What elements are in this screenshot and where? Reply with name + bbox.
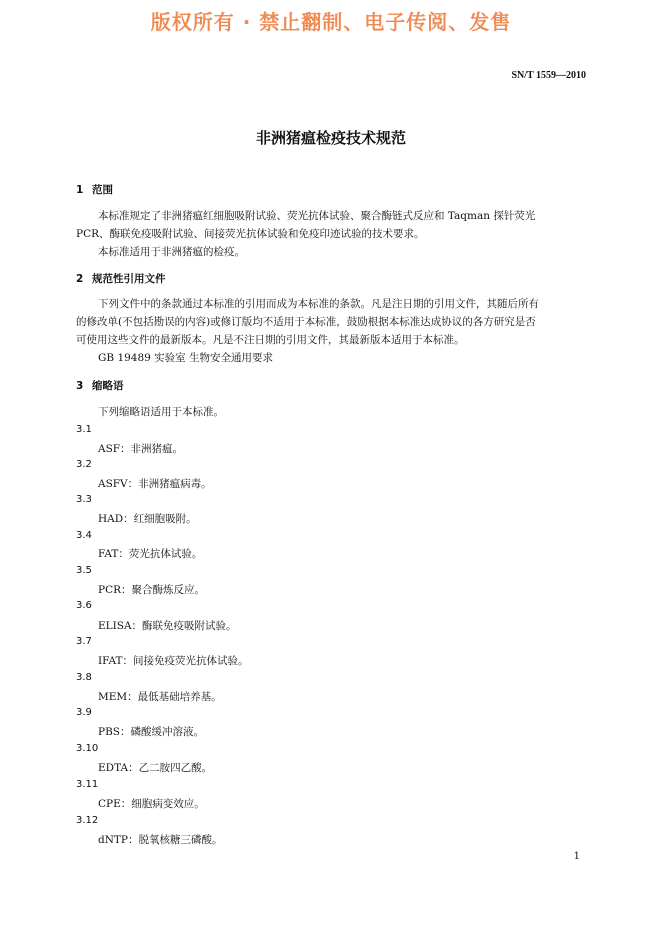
abbreviation-definition: EDTA：乙二胺四乙酸。 <box>98 762 213 774</box>
clause-number: 3.5 <box>76 565 92 576</box>
abbreviation-definition: ASFV：非洲猪瘟病毒。 <box>98 478 212 490</box>
section-1-heading <box>76 182 113 197</box>
section-number: 1 <box>76 184 84 196</box>
section-title: 规范性引用文件 <box>92 273 166 285</box>
section-number: 2 <box>76 273 84 285</box>
abbreviation-definition: CPE：细胞病变效应。 <box>98 798 205 810</box>
abbreviation-definition: PBS：磷酸缓冲溶液。 <box>98 726 204 738</box>
section-2-paragraph-line: 的修改单(不包括勘误的内容)或修订版均不适用于本标准，鼓励根据本标准达成协议的各方研究是否 <box>76 316 536 328</box>
abbreviation-definition: IFAT：间接免疫荧光抗体试验。 <box>98 655 249 667</box>
abbreviation-definition: ASF：非洲猪瘟。 <box>98 443 184 455</box>
abbreviation-definition: MEM：最低基础培养基。 <box>98 691 222 703</box>
clause-number: 3.4 <box>76 530 92 541</box>
section-1-scope-line: 本标准适用于非洲猪瘟的检疫。 <box>98 246 245 258</box>
section-2-paragraph-line: 可使用这些文件的最新版本。凡是不注日期的引用文件，其最新版本适用于本标准。 <box>76 334 465 346</box>
normative-reference: GB 19489 实验室 生物安全通用要求 <box>98 352 274 364</box>
clause-number: 3.1 <box>76 424 92 435</box>
abbreviation-definition: ELISA：酶联免疫吸附试验。 <box>98 620 237 632</box>
section-2-paragraph-line: 下列文件中的条款通过本标准的引用而成为本标准的条款。凡是注日期的引用文件，其随后所有 <box>98 298 539 310</box>
section-number: 3 <box>76 380 84 392</box>
document-number: SN/T 1559—2010 <box>511 70 586 81</box>
abbreviation-definition: PCR：聚合酶炼反应。 <box>98 584 206 596</box>
section-3-intro: 下列缩略语适用于本标准。 <box>98 406 224 418</box>
clause-number: 3.3 <box>76 494 92 505</box>
clause-number: 3.6 <box>76 600 92 611</box>
clause-number: 3.7 <box>76 636 92 647</box>
clause-number: 3.2 <box>76 459 92 470</box>
section-3-heading <box>76 378 124 393</box>
section-title: 范围 <box>92 184 113 196</box>
section-1-paragraph-line: PCR、酶联免疫吸附试验、间接荧光抗体试验和免疫印迹试验的技术要求。 <box>76 228 425 240</box>
abbreviation-definition: HAD：红细胞吸附。 <box>98 513 197 525</box>
clause-number: 3.12 <box>76 815 99 826</box>
page-title: 非洲猪瘟检疫技术规范 <box>255 129 406 147</box>
clause-number: 3.11 <box>76 779 99 790</box>
section-1-paragraph-line: 本标准规定了非洲猪瘟红细胞吸附试验、荧光抗体试验、聚合酶链式反应和 Taqman 探针荧光 <box>98 210 536 222</box>
copyright-watermark: 版权所有 · 禁止翻制、电子传阅、发售 <box>150 10 512 34</box>
clause-number: 3.8 <box>76 672 92 683</box>
clause-number: 3.9 <box>76 707 92 718</box>
abbreviation-definition: FAT：荧光抗体试验。 <box>98 548 203 560</box>
page-number: 1 <box>573 851 580 862</box>
section-2-heading <box>76 271 166 286</box>
section-title: 缩略语 <box>92 380 124 392</box>
clause-number: 3.10 <box>76 743 99 754</box>
abbreviation-definition: dNTP：脱氧核糖三磷酸。 <box>98 834 223 846</box>
